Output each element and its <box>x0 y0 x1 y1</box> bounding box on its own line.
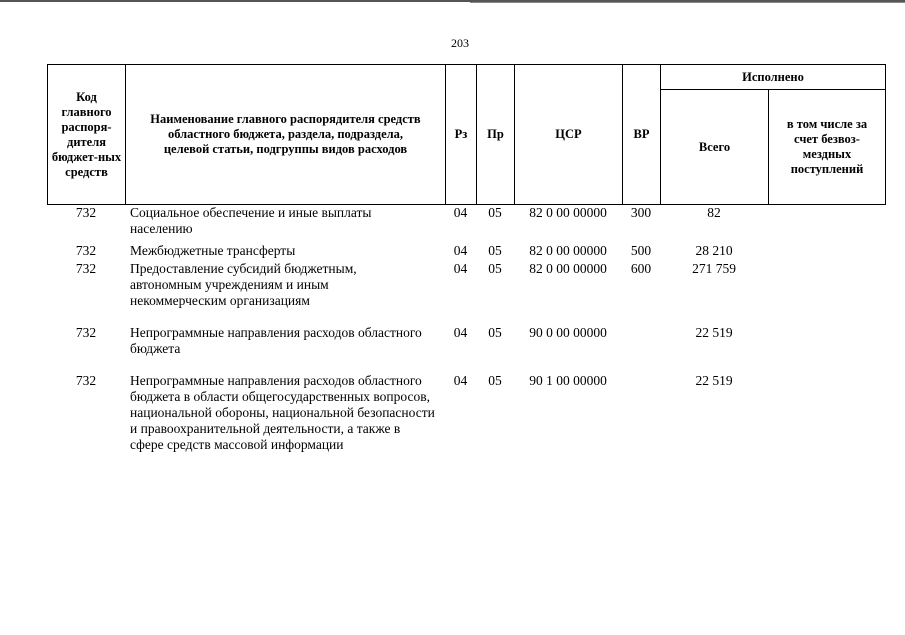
header-ispolneno: Исполнено <box>661 65 886 90</box>
cell-csr: 82 0 00 00000 <box>529 205 607 220</box>
cell-vtom <box>768 243 885 261</box>
header-name: Наименование главного распорядителя средств областного бюджета, раздела, подраздела, целевой статьи, подгруппы видов расходов <box>126 65 446 205</box>
cell-vsego: 22 519 <box>695 325 733 340</box>
header-vtom: в том числе за счет безвоз-мездных поступлений <box>769 90 886 205</box>
cell-vr: 600 <box>630 261 652 276</box>
cell-kod: 732 <box>75 325 97 340</box>
cell-vsego: 22 519 <box>695 373 733 388</box>
cell-pr: 05 <box>488 325 502 340</box>
cell-pr: 05 <box>488 373 502 388</box>
table-row <box>47 205 885 243</box>
cell-csr: 90 0 00 00000 <box>529 325 607 340</box>
table-row <box>47 243 885 261</box>
cell-csr: 90 1 00 00000 <box>529 373 607 388</box>
cell-vtom <box>768 373 885 453</box>
table-header <box>47 64 886 205</box>
cell-csr: 82 0 00 00000 <box>529 261 607 276</box>
cell-rz: 04 <box>453 243 468 258</box>
cell-name: Непрограммные направления расходов областного бюджета в области общегосударственных вопросов, национальной обороны, национальной безопасности и правоохранительной деятельности, а также в сфере средств массовой информации <box>130 373 435 452</box>
table-body <box>47 205 885 453</box>
cell-vtom <box>768 205 885 243</box>
cell-pr: 05 <box>488 261 502 276</box>
cell-vr <box>622 325 660 373</box>
cell-vr: 300 <box>630 205 652 220</box>
cell-rz: 04 <box>453 205 468 220</box>
cell-vtom <box>768 325 885 373</box>
top-border-line-secondary <box>470 2 905 3</box>
cell-name: Непрограммные направления расходов областного бюджета <box>130 325 422 356</box>
cell-name: Межбюджетные трансферты <box>130 243 296 258</box>
header-csr: ЦСР <box>515 65 623 205</box>
cell-vsego: 82 <box>707 205 721 220</box>
header-kod: Код главного распоря-дителя бюджет-ных средств <box>48 65 126 205</box>
header-rz: Рз <box>446 65 477 205</box>
cell-name: Социальное обеспечение и иные выплаты населению <box>130 205 372 236</box>
cell-kod: 732 <box>75 261 97 276</box>
header-vsego: Всего <box>661 90 769 205</box>
cell-csr: 82 0 00 00000 <box>529 243 607 258</box>
cell-rz: 04 <box>453 373 468 388</box>
cell-rz: 04 <box>453 261 468 276</box>
table-row <box>47 373 885 453</box>
cell-vsego: 271 759 <box>692 261 736 276</box>
cell-vtom <box>768 261 885 325</box>
header-vr: ВР <box>623 65 661 205</box>
cell-vsego: 28 210 <box>695 243 733 258</box>
cell-kod: 732 <box>75 243 97 258</box>
cell-rz: 04 <box>453 325 468 340</box>
cell-kod: 732 <box>75 205 97 220</box>
table-row <box>47 325 885 373</box>
table-row <box>47 261 885 325</box>
cell-vr: 500 <box>630 243 652 258</box>
page-number: 203 <box>451 36 469 50</box>
cell-pr: 05 <box>488 243 502 258</box>
header-pr: Пр <box>477 65 515 205</box>
cell-name: Предоставление субсидий бюджетным, автономным учреждениям и иным некоммерческим организациям <box>130 261 357 308</box>
cell-pr: 05 <box>488 205 502 220</box>
cell-vr <box>622 373 660 453</box>
cell-kod: 732 <box>75 373 97 388</box>
